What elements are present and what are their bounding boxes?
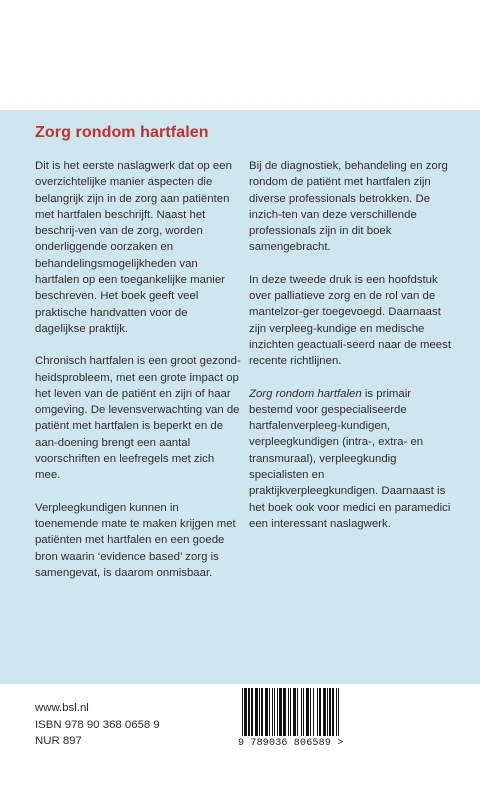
barcode-bar <box>249 688 250 736</box>
barcode-bar <box>272 688 273 736</box>
publisher-info <box>35 700 160 750</box>
barcode-bar <box>294 688 295 736</box>
barcode-bar <box>329 688 330 736</box>
barcode-bar <box>323 688 324 736</box>
left-paragraph-1: Dit is het eerste naslagwerk dat op een overzichtelijke manier aspecten die belangrijk zijn in de zorg aan patiënten met hartfalen beschrijft. Naast het beschrij-ven van de zorg, worden onderliggende oorzaken en behandelingsmogelijkheden van hartfalen op een toegankelijke manier beschreven. Het boek geeft veel praktische handvatten voor de dagelijkse praktijk. <box>35 160 232 335</box>
barcode-bar <box>290 688 291 736</box>
left-paragraph-2: Chronisch hartfalen is een groot gezond-heidsprobleem, met een grote impact op het leven van de patiënt en zijn of haar omgeving. De levensverwachting van de patiënt met hartfalen is beperkt en de aan-doening brengt een aantal voorschriften en leefregels met zich mee. <box>35 355 241 482</box>
barcode-bar <box>324 688 325 736</box>
barcode-bar <box>301 688 302 736</box>
barcode <box>238 686 344 746</box>
barcode-bar <box>244 688 245 736</box>
left-column <box>35 158 241 597</box>
barcode-bar <box>251 688 252 736</box>
barcode-bar <box>297 688 298 736</box>
right-column <box>249 158 455 548</box>
barcode-bar <box>325 688 326 736</box>
barcode-bar <box>281 688 282 736</box>
barcode-bar <box>310 688 311 736</box>
barcode-bar <box>320 688 321 736</box>
barcode-bar <box>262 688 263 736</box>
barcode-bar <box>269 688 270 736</box>
barcode-bar <box>265 688 266 736</box>
book-title: Zorg rondom hartfalen <box>35 124 209 141</box>
barcode-bar <box>274 688 275 736</box>
barcode-bar <box>246 688 247 736</box>
barcode-bar <box>261 688 262 736</box>
barcode-bar <box>245 688 246 736</box>
barcode-bar <box>256 688 257 736</box>
barcode-bar <box>255 688 256 736</box>
isbn-number: ISBN 978 90 368 0658 9 <box>35 718 160 731</box>
book-title-italic: Zorg rondom hartfalen <box>249 387 362 400</box>
barcode-bar <box>332 688 333 736</box>
right-paragraph-3-text: is primair bestemd voor gespecialiseerde hartfalenverpleeg-kundigen, verpleegkundigen (intra-, extra- en transmuraal), verpleegkundig specialisten en praktijkverpleegkundigen. Daarnaast is het boek ook voor medici en paramedici een interessant naslagwerk. <box>249 387 451 530</box>
barcode-bar <box>266 688 267 736</box>
nur-code: NUR 897 <box>35 735 82 747</box>
barcode-bar <box>252 688 253 736</box>
barcode-bar <box>280 688 281 736</box>
barcode-bar <box>307 688 308 736</box>
barcode-bar <box>303 688 304 736</box>
barcode-bar <box>319 688 320 736</box>
barcode-bar <box>327 688 328 736</box>
barcode-bar <box>313 688 314 736</box>
barcode-bar <box>259 688 260 736</box>
barcode-bar <box>283 688 284 736</box>
barcode-bar <box>248 688 249 736</box>
barcode-bar <box>336 688 337 736</box>
barcode-bar <box>338 688 339 736</box>
barcode-bar <box>306 688 307 736</box>
barcode-digits: 9 789036 806589 > <box>238 738 344 749</box>
barcode-bar <box>279 688 280 736</box>
barcode-graphic <box>238 686 344 738</box>
right-paragraph-1: Bij de diagnostiek, behandeling en zorg rondom de patiënt met hartfalen zijn diverse professionals betrokken. De inzich-ten van deze verschillende professionals zijn in dit boek samengebracht. <box>249 160 448 254</box>
barcode-bar <box>284 688 285 736</box>
publisher-website: www.bsl.nl <box>35 702 89 714</box>
barcode-bar <box>308 688 309 736</box>
barcode-bar <box>293 688 294 736</box>
barcode-bar <box>277 688 278 736</box>
barcode-bar <box>330 688 331 736</box>
barcode-bar <box>317 688 318 736</box>
barcode-bar <box>333 688 334 736</box>
barcode-bar <box>285 688 286 736</box>
barcode-bar <box>288 688 289 736</box>
right-paragraph-3 <box>249 386 455 533</box>
barcode-bar <box>267 688 268 736</box>
barcode-bar <box>242 688 243 736</box>
barcode-bar <box>257 688 258 736</box>
left-paragraph-3: Verpleegkundigen kunnen in toenemende mate te maken krijgen met patiënten met hartfalen en een goede bron waarin ‘evidence based’ zorg is samengevat, is daarom onmisbaar. <box>35 501 236 579</box>
barcode-bar <box>295 688 296 736</box>
cover-top-band <box>0 0 480 110</box>
right-paragraph-2: In deze tweede druk is een hoofdstuk over palliatieve zorg en de rol van de mantelzor-ger toegevoegd. Daarnaast zijn verpleeg-kundige en medische inzichten geactuali-seerd naar de meest recente richtlijnen. <box>249 273 451 368</box>
